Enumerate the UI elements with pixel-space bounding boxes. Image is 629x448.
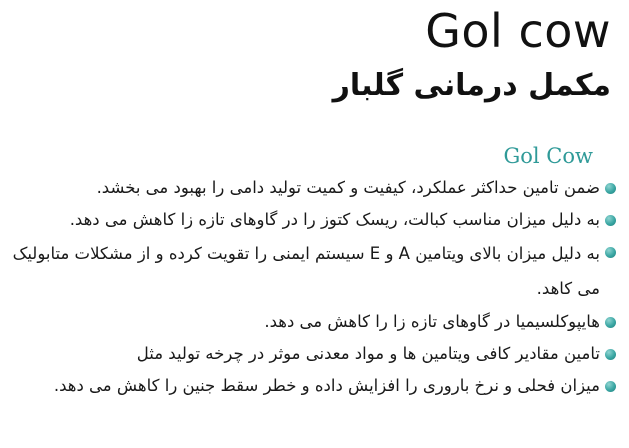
list-item — [5, 370, 617, 402]
list-item-text: ضمن تامین حداکثر عملکرد، کیفیت و کمیت تولید دامی را بهبود می بخشد. — [96, 178, 600, 197]
list-item — [5, 172, 617, 204]
list-item-text: تامین مقادیر کافی ویتامین ها و مواد معدنی موثر در چرخه تولید مثل — [136, 344, 600, 363]
bullet-dot-icon — [605, 317, 616, 328]
list-item — [5, 204, 617, 236]
product-title: Gol cow — [425, 4, 611, 58]
bullet-dot-icon — [605, 183, 616, 194]
list-item-text: به دلیل میزان بالای ویتامین A و E سیستم ایمنی را تقویت کرده و از مشکلات متابولیک می کاهد. — [12, 244, 600, 298]
benefits-list — [5, 172, 617, 402]
list-item-text: به دلیل میزان مناسب کبالت، ریسک کتوز را در گاوهای تازه زا کاهش می دهد. — [69, 210, 600, 229]
list-item — [5, 236, 617, 306]
bullet-dot-icon — [605, 215, 616, 226]
bullet-dot-icon — [605, 247, 616, 258]
product-subtitle: مکمل درمانی گلبار — [332, 68, 611, 103]
list-item — [5, 306, 617, 338]
section-heading: Gol Cow — [503, 144, 593, 168]
list-item-text: هایپوکلسیمیا در گاوهای تازه زا را کاهش می دهد. — [264, 312, 600, 331]
bullet-dot-icon — [605, 381, 616, 392]
bullet-dot-icon — [605, 349, 616, 360]
list-item-text: میزان فحلی و نرخ باروری را افزایش داده و خطر سقط جنین را کاهش می دهد. — [53, 376, 600, 395]
list-item — [5, 338, 617, 370]
